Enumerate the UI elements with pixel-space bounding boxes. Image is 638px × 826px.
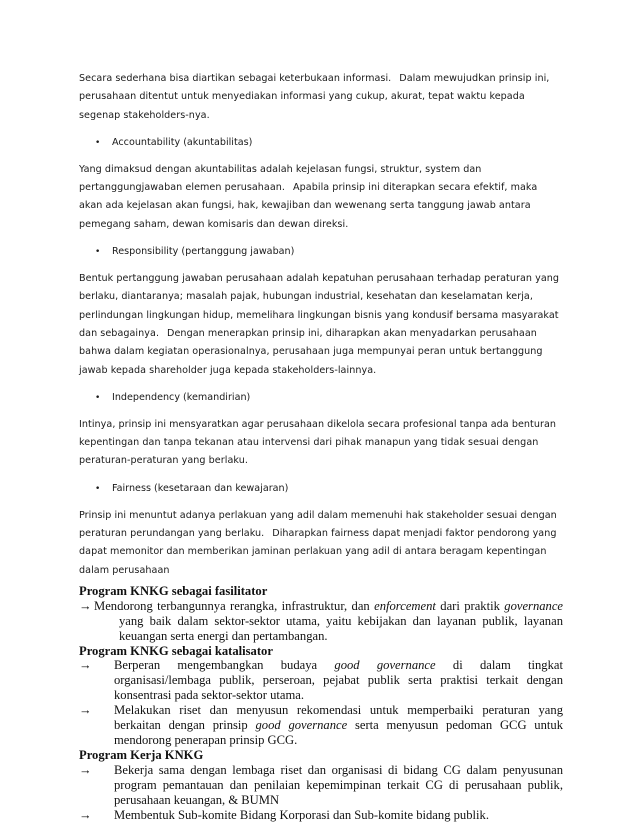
fairness-text-2: Diharapkan fairness dapat menjadi faktor pendorong yang dapat memonitor dan memberikan jaminan perlakuan yang adil di antara beragam kepentingan dalam perusahaan (79, 528, 557, 576)
bullet-label: Independency (kemandirian) (112, 391, 251, 403)
heading-katalisator: Program KNKG sebagai katalisator (79, 643, 273, 658)
arrow-right-icon: → (79, 703, 92, 718)
accountability-text-1: Yang dimaksud dengan akuntabilitas adalah kejelasan fungsi, struktur, system dan pertanggungjawaban elemen perusahaan. (79, 163, 482, 194)
responsibility-text-2: Dengan menerapkan prinsip ini, diharapkan akan menyadarkan perusahaan bahwa dalam kegiatan operasionalnya, perusahaan juga mempunyai peran untuk bertanggung jawab kepada shareholder juga kepada stakeholders-lainnya. (79, 327, 543, 376)
bullet-label: Responsibility (pertanggung jawaban) (112, 246, 295, 258)
heading-program-kerja: Program Kerja KNKG (79, 747, 204, 762)
intro-paragraph (79, 70, 563, 125)
fairness-paragraph (79, 507, 563, 580)
fairness-text-1: Prinsip ini menuntut adanya perlakuan yang adil dalam memenuhi hak stakeholder sesuai dengan peraturan perundangan yang berlaku. (79, 509, 557, 540)
bullet-fairness (79, 480, 563, 498)
arrow-right-icon: → (79, 807, 92, 822)
program-kerja-item-1: → Bekerja sama dengan lembaga riset dan organisasi di bidang CG dalam penyusunan program pemantauan dan penilaian kepemimpinan terkait CG di perusahaan publik, perusahaan keuangan, & BUMN (79, 762, 563, 807)
bullet-dot-icon: • (95, 137, 101, 148)
program-section (79, 584, 563, 823)
bullet-accountability (79, 134, 563, 152)
responsibility-paragraph (79, 270, 563, 380)
intro-text-2: Dalam mewujudkan prinsip ini, perusahaan ditentut untuk menyediakan informasi yang cukup, akurat, tepat waktu kepada segenap stakeholders-nya. (79, 73, 550, 121)
accountability-text-2: Apabila prinsip ini diterapkan secara efektif, maka akan ada kejelasan akan fungsi, hak, kewajiban dan wewenang serta tanggung jawab antara pemegang saham, dewan komisaris dan dewan direksi. (79, 182, 538, 230)
katalisator-item-1: → Berperan mengembangkan budaya good governance di dalam tingkat organisasi/lembaga publik, perseroan, pejabat publik serta praktisi terkait dengan konsentrasi pada sektor-sektor utama. (79, 658, 563, 703)
fasilitator-item: → Mendorong terbangunnya rerangka, infrastruktur, dan enforcement dari praktik governance yang baik dalam sektor-sektor utama, yaitu kebijakan dan layanan publik, layanan keuangan serta energi dan pertambangan. (79, 598, 564, 643)
independency-paragraph: Intinya, prinsip ini mensyaratkan agar perusahaan dikelola secara profesional tanpa ada benturan kepentingan dan tanpa tekanan atau intervensi dari pihak manapun yang tidak sesuai dengan peraturan-peraturan yang berlaku. (79, 418, 557, 467)
bullet-dot-icon: • (95, 392, 101, 403)
heading-fasilitator: Program KNKG sebagai fasilitator (79, 583, 268, 598)
program-kerja-item-2: → Membentuk Sub-komite Bidang Korporasi dan Sub-komite bidang publik. (79, 807, 489, 822)
arrow-right-icon: → (79, 658, 92, 673)
accountability-paragraph (79, 161, 563, 234)
document-page (79, 70, 563, 822)
bullet-dot-icon: • (95, 483, 101, 494)
responsibility-text-1: Bentuk pertanggung jawaban perusahaan adalah kepatuhan perusahaan terhadap peraturan yang berlaku, diantaranya; masalah pajak, hubungan industrial, kesehatan dan keselamatan kerja, perlindungan lingkungan hidup, memelihara lingkungan bisnis yang kondusif bersama masyarakat dan sebagainya. (79, 273, 560, 339)
bullet-label: Fairness (kesetaraan dan kewajaran) (112, 482, 289, 494)
bullet-responsibility (79, 243, 563, 261)
intro-text-1: Secara sederhana bisa diartikan sebagai keterbukaan informasi. (79, 73, 392, 84)
bullet-label: Accountability (akuntabilitas) (112, 136, 253, 148)
bullet-independency (79, 389, 563, 407)
bullet-dot-icon: • (95, 247, 101, 258)
arrow-right-icon: → (79, 762, 92, 777)
arrow-right-icon: → (79, 598, 92, 613)
katalisator-item-2: → Melakukan riset dan menyusun rekomendasi untuk memperbaiki peraturan yang berkaitan dengan prinsip good governance serta menyusun pedoman GCG untuk mendorong penerapan prinsip GCG. (79, 703, 563, 747)
